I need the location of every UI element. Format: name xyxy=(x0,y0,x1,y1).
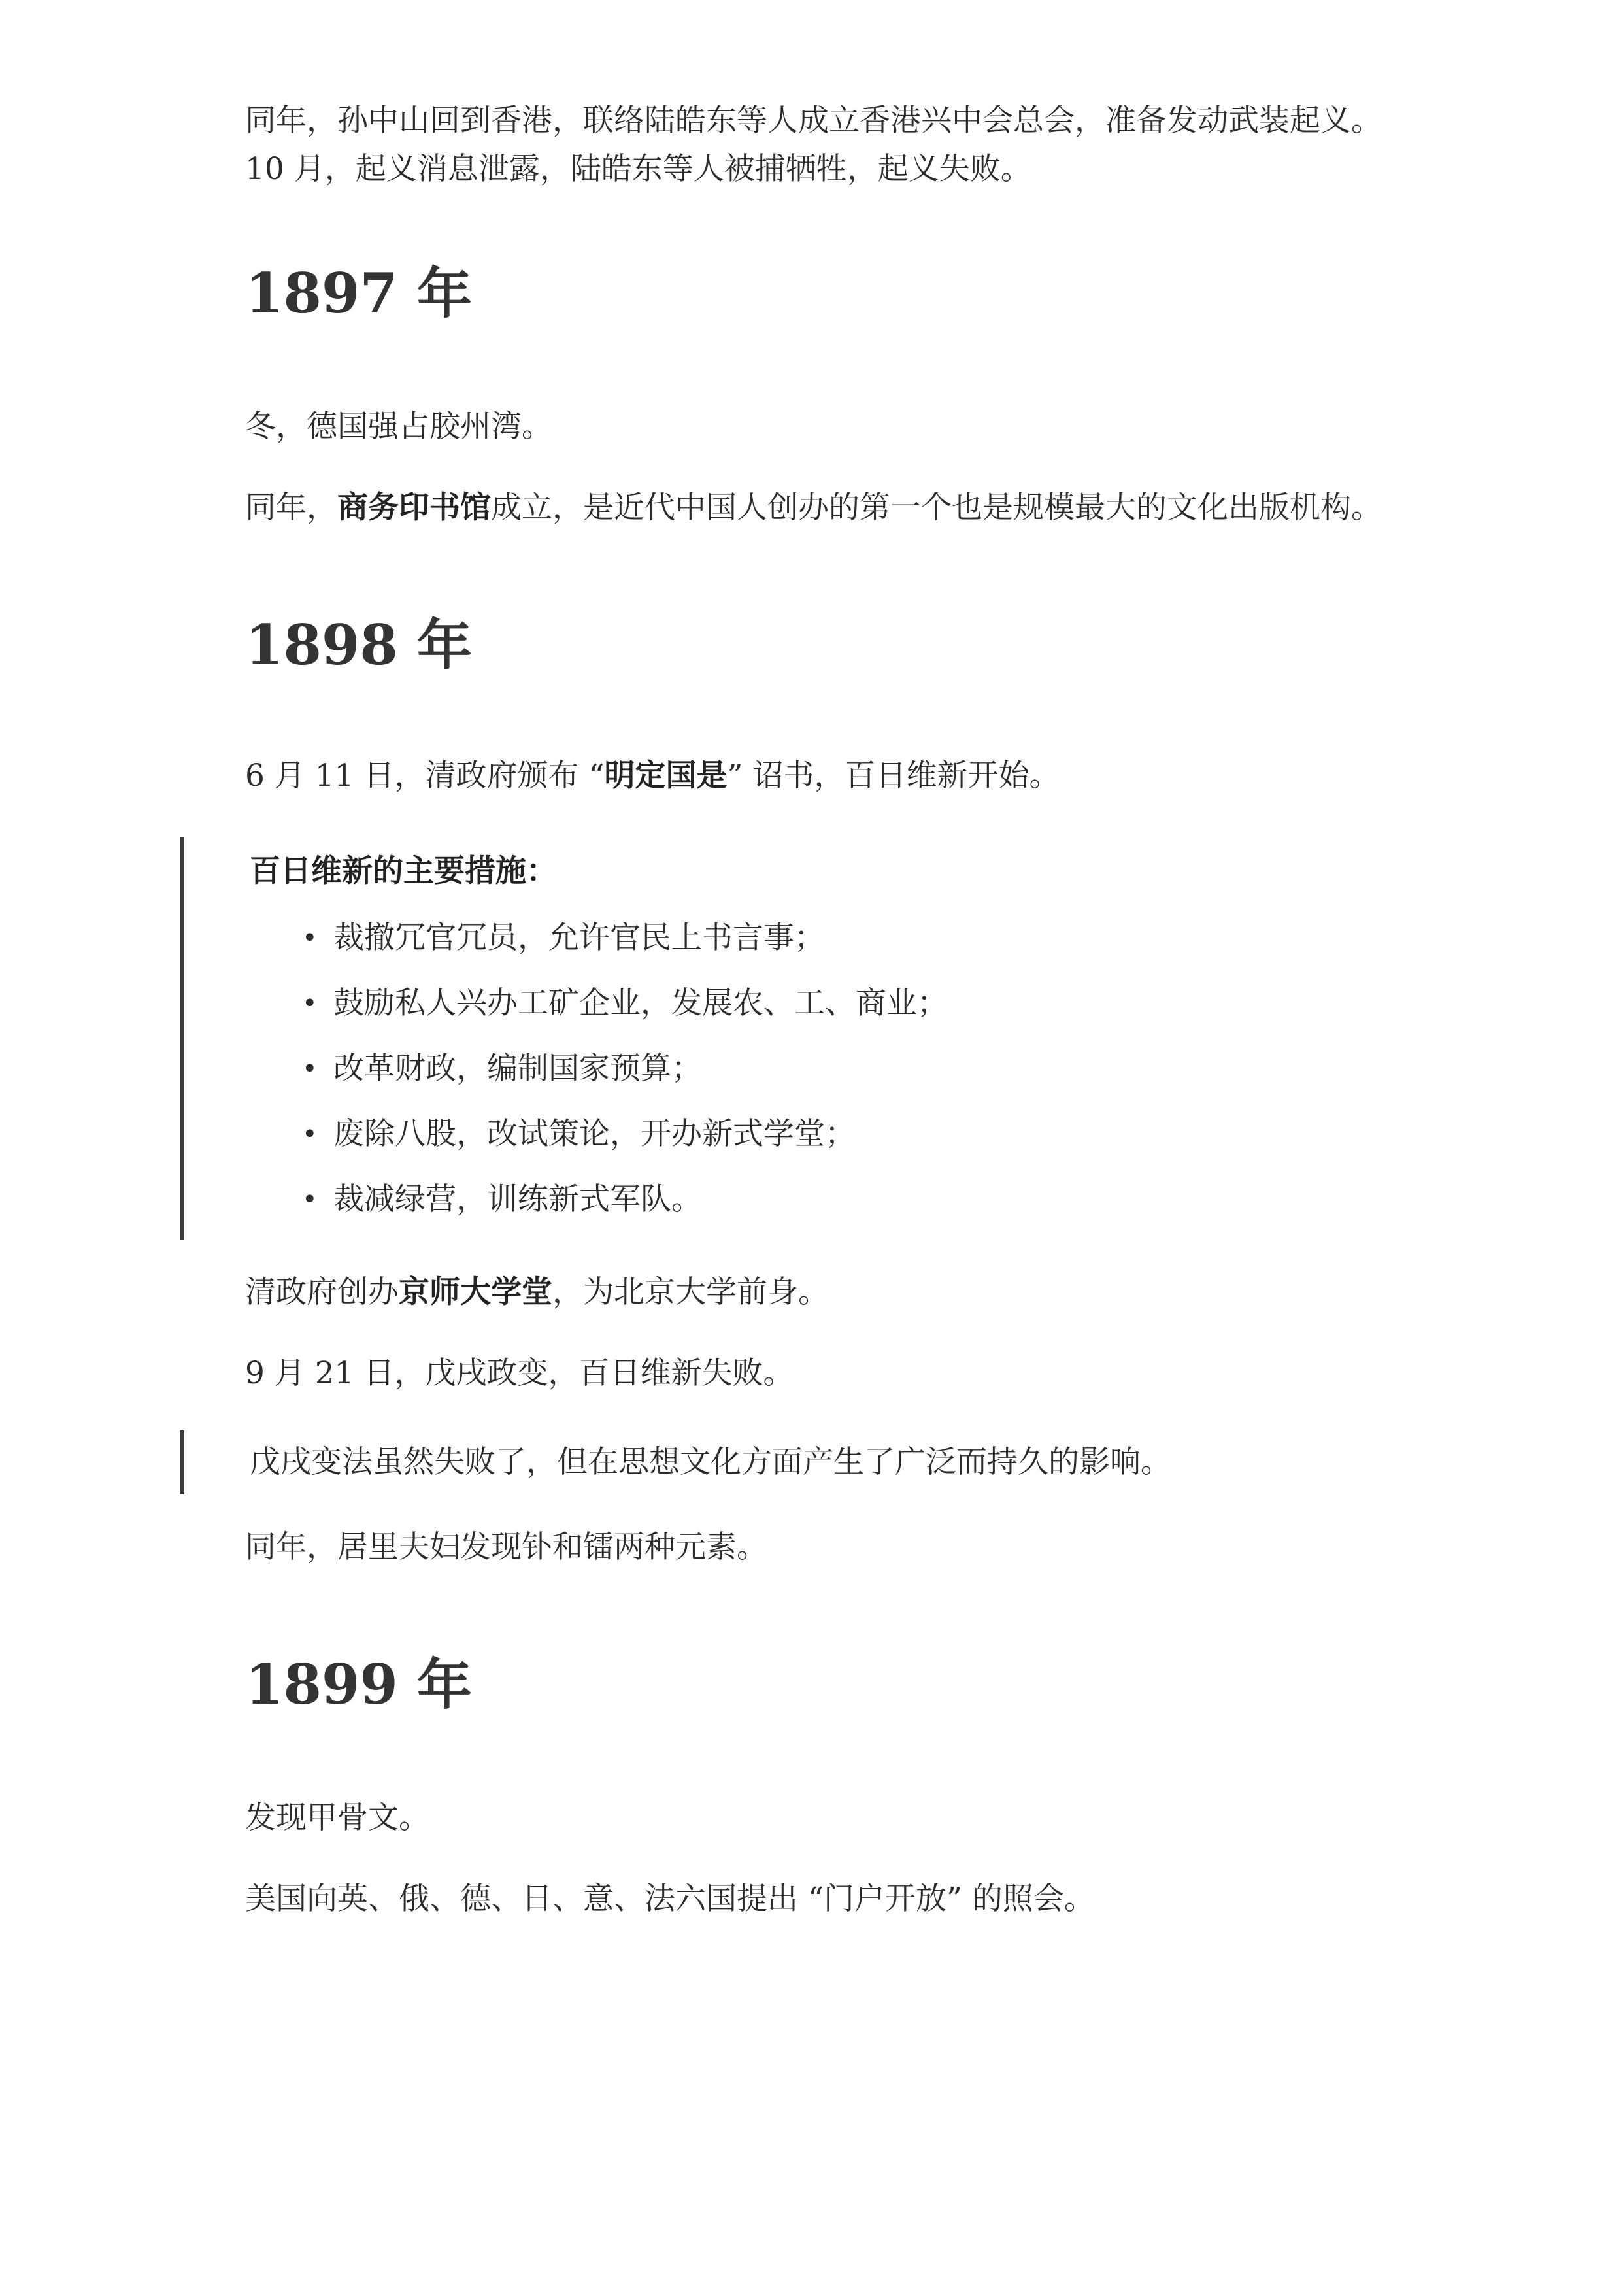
bullet-icon: • xyxy=(302,1119,318,1149)
paragraph-open-door: 美国向英、俄、德、日、意、法六国提出 “门户开放” 的照会。 xyxy=(245,1881,1095,1917)
text-prefix: 6 月 11 日，清政府颁布 “ xyxy=(245,758,605,794)
blockquote-reform-measures xyxy=(180,837,1396,1240)
bold-imperial-university: 京师大学堂 xyxy=(399,1274,552,1310)
list-item xyxy=(250,1110,1396,1158)
bold-commercial-press: 商务印书馆 xyxy=(337,490,491,526)
heading-1897: 1897 年 xyxy=(245,261,473,326)
list-item-text: 废除八股，改试策论，开办新式学堂； xyxy=(333,1116,856,1152)
paragraph-xingzhonghui: 同年，孙中山回到香港，联络陆皓东等人成立香港兴中会总会，准备发动武装起义。10 月，起义消息泄露，陆皓东等人被捕牺牲，起义失败。 xyxy=(245,103,1382,187)
paragraph-coup: 9 月 21 日，戊戌政变，百日维新失败。 xyxy=(245,1355,794,1391)
bullet-icon: • xyxy=(302,1185,318,1215)
list-item-text: 裁撤冗官冗员，允许官民上书言事； xyxy=(333,920,825,956)
measures-list xyxy=(250,914,1396,1224)
quote-title xyxy=(250,847,1396,896)
text-suffix: ，为北京大学前身。 xyxy=(552,1274,829,1310)
paragraph-imperial-university xyxy=(245,1268,1396,1317)
paragraph-commercial-press xyxy=(245,484,1396,532)
heading-1898: 1898 年 xyxy=(245,613,473,677)
heading-1899: 1899 年 xyxy=(245,1652,473,1717)
list-item xyxy=(250,914,1396,962)
bold-quote-title: 百日维新的主要措施： xyxy=(250,853,557,889)
text-suffix: 成立，是近代中国人创办的第一个也是规模最大的文化出版机构。 xyxy=(491,490,1382,526)
quote-influence-text: 戊戌变法虽然失败了，但在思想文化方面产生了广泛而持久的影响。 xyxy=(250,1444,1171,1480)
list-item xyxy=(250,1175,1396,1224)
list-item-text: 裁减绿营，训练新式军队。 xyxy=(333,1181,702,1217)
list-item xyxy=(250,1045,1396,1093)
paragraph-jiaozhou-bay: 冬，德国强占胶州湾。 xyxy=(245,409,552,445)
bullet-icon: • xyxy=(302,923,318,953)
list-item-text: 改革财政，编制国家预算； xyxy=(333,1051,702,1087)
blockquote-influence xyxy=(180,1430,1396,1494)
list-item-text: 鼓励私人兴办工矿企业，发展农、工、商业； xyxy=(333,985,948,1021)
text-prefix: 清政府创办 xyxy=(245,1274,399,1310)
paragraph-oracle-bones: 发现甲骨文。 xyxy=(245,1800,429,1836)
list-item xyxy=(250,979,1396,1028)
paragraph-curie: 同年，居里夫妇发现钋和镭两种元素。 xyxy=(245,1529,767,1565)
paragraph-edict xyxy=(245,752,1396,800)
text-prefix: 同年， xyxy=(245,490,337,526)
document-page xyxy=(245,78,1396,1923)
bold-edict-name: 明定国是 xyxy=(604,758,728,794)
bullet-icon: • xyxy=(302,1054,318,1084)
text-suffix: ” 诏书，百日维新开始。 xyxy=(727,758,1060,794)
bullet-icon: • xyxy=(302,988,318,1019)
